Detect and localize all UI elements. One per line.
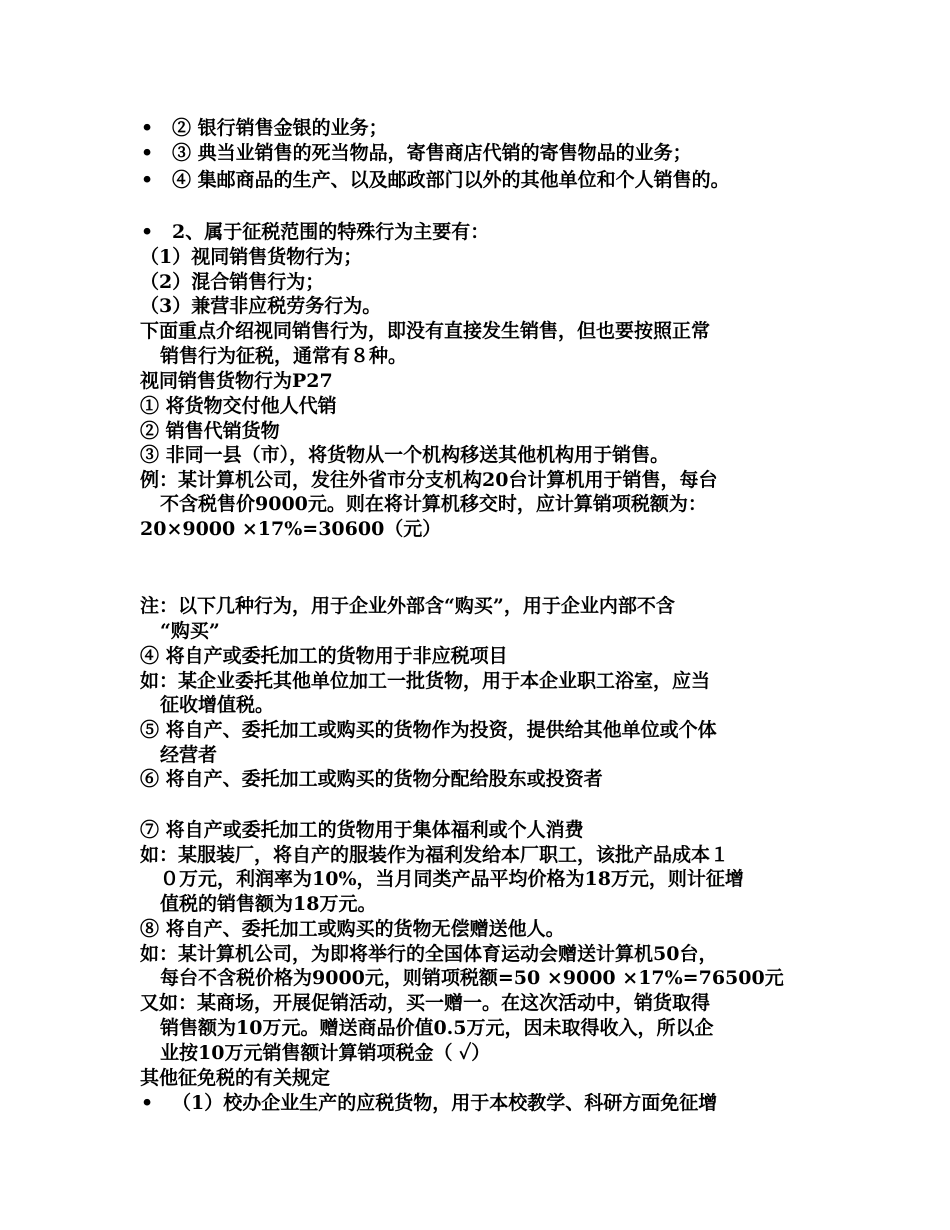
text-line: ② 销售代销货物 — [140, 420, 280, 442]
bullet: • — [141, 221, 154, 243]
text-line: 下面重点介绍视同销售行为，即没有直接发生销售，但也要按照正常 — [140, 320, 711, 342]
text-line: ② 银行销售金银的业务； — [172, 117, 388, 139]
text-line: 征收增值税。 — [160, 694, 275, 716]
text-line: ③ 典当业销售的死当物品，寄售商店代销的寄售物品的业务； — [172, 142, 692, 164]
bullet: • — [141, 169, 154, 191]
text-line: 视同销售货物行为P27 — [140, 370, 333, 392]
text-line: ⑧ 将自产、委托加工或购买的货物无偿赠送他人。 — [140, 918, 565, 940]
text-line: 销售额为10万元。赠送商品价值0.5万元，因未取得收入，所以企 — [160, 1017, 714, 1039]
text-line: ④ 集邮商品的生产、以及邮政部门以外的其他单位和个人销售的。 — [172, 169, 730, 191]
text-line: 如：某服装厂，将自产的服装作为福利发给本厂职工，该批产品成本１ — [140, 844, 730, 866]
text-line: （2）混合销售行为； — [140, 271, 325, 293]
text-line: 经营者 — [160, 744, 218, 766]
bullet: • — [141, 117, 154, 139]
text-line: 例：某计算机公司，发往外省市分支机构20台计算机用于销售，每台 — [140, 469, 718, 491]
text-line: ① 将货物交付他人代销 — [140, 395, 337, 417]
text-line: ④ 将自产或委托加工的货物用于非应税项目 — [140, 645, 508, 667]
text-line: 不含税售价9000元。则在将计算机移交时，应计算销项税额为： — [160, 493, 707, 515]
text-line: 业按10万元销售额计算销项税金（ ✓） — [160, 1042, 491, 1064]
text-line: 又如：某商场，开展促销活动，买一赠一。在这次活动中，销货取得 — [140, 992, 711, 1014]
text-line: ③ 非同一县（市），将货物从一个机构移送其他机构用于销售。 — [140, 444, 670, 466]
text-line: ⑦ 将自产或委托加工的货物用于集体福利或个人消费 — [140, 819, 584, 841]
text-line: 每台不含税价格为9000元，则销项税额=50 ×9000 ×17%=76500元 — [160, 967, 784, 989]
text-line: 20×9000 ×17%=30600（元） — [140, 518, 442, 540]
text-line: “购买” — [160, 620, 220, 642]
text-line: （1）视同销售货物行为； — [140, 246, 363, 268]
bullet: • — [141, 1092, 154, 1114]
text-line: 如：某计算机公司，为即将举行的全国体育运动会赠送计算机50台， — [140, 943, 718, 965]
text-line: ０万元，利润率为10%，当月同类产品平均价格为18万元，则计征增 — [160, 868, 744, 890]
text-line: ⑤ 将自产、委托加工或购买的货物作为投资，提供给其他单位或个体 — [140, 719, 717, 741]
text-line: ⑥ 将自产、委托加工或购买的货物分配给股东或投资者 — [140, 768, 603, 790]
text-line: 如：某企业委托其他单位加工一批货物，用于本企业职工浴室，应当 — [140, 670, 711, 692]
text-line: 销售行为征税，通常有８种。 — [160, 345, 408, 367]
text-line: 其他征免税的有关规定 — [140, 1067, 331, 1089]
text-line: （3）兼营非应税劳务行为。 — [140, 295, 382, 317]
bullet: • — [141, 142, 154, 164]
text-line: 注：以下几种行为，用于企业外部含“购买”，用于企业内部不含 — [140, 595, 675, 617]
text-line: （1）校办企业生产的应税货物，用于本校教学、科研方面免征增 — [172, 1092, 718, 1114]
text-line: 值税的销售额为18万元。 — [160, 893, 377, 915]
text-line: 2、属于征税范围的特殊行为主要有： — [172, 221, 490, 243]
